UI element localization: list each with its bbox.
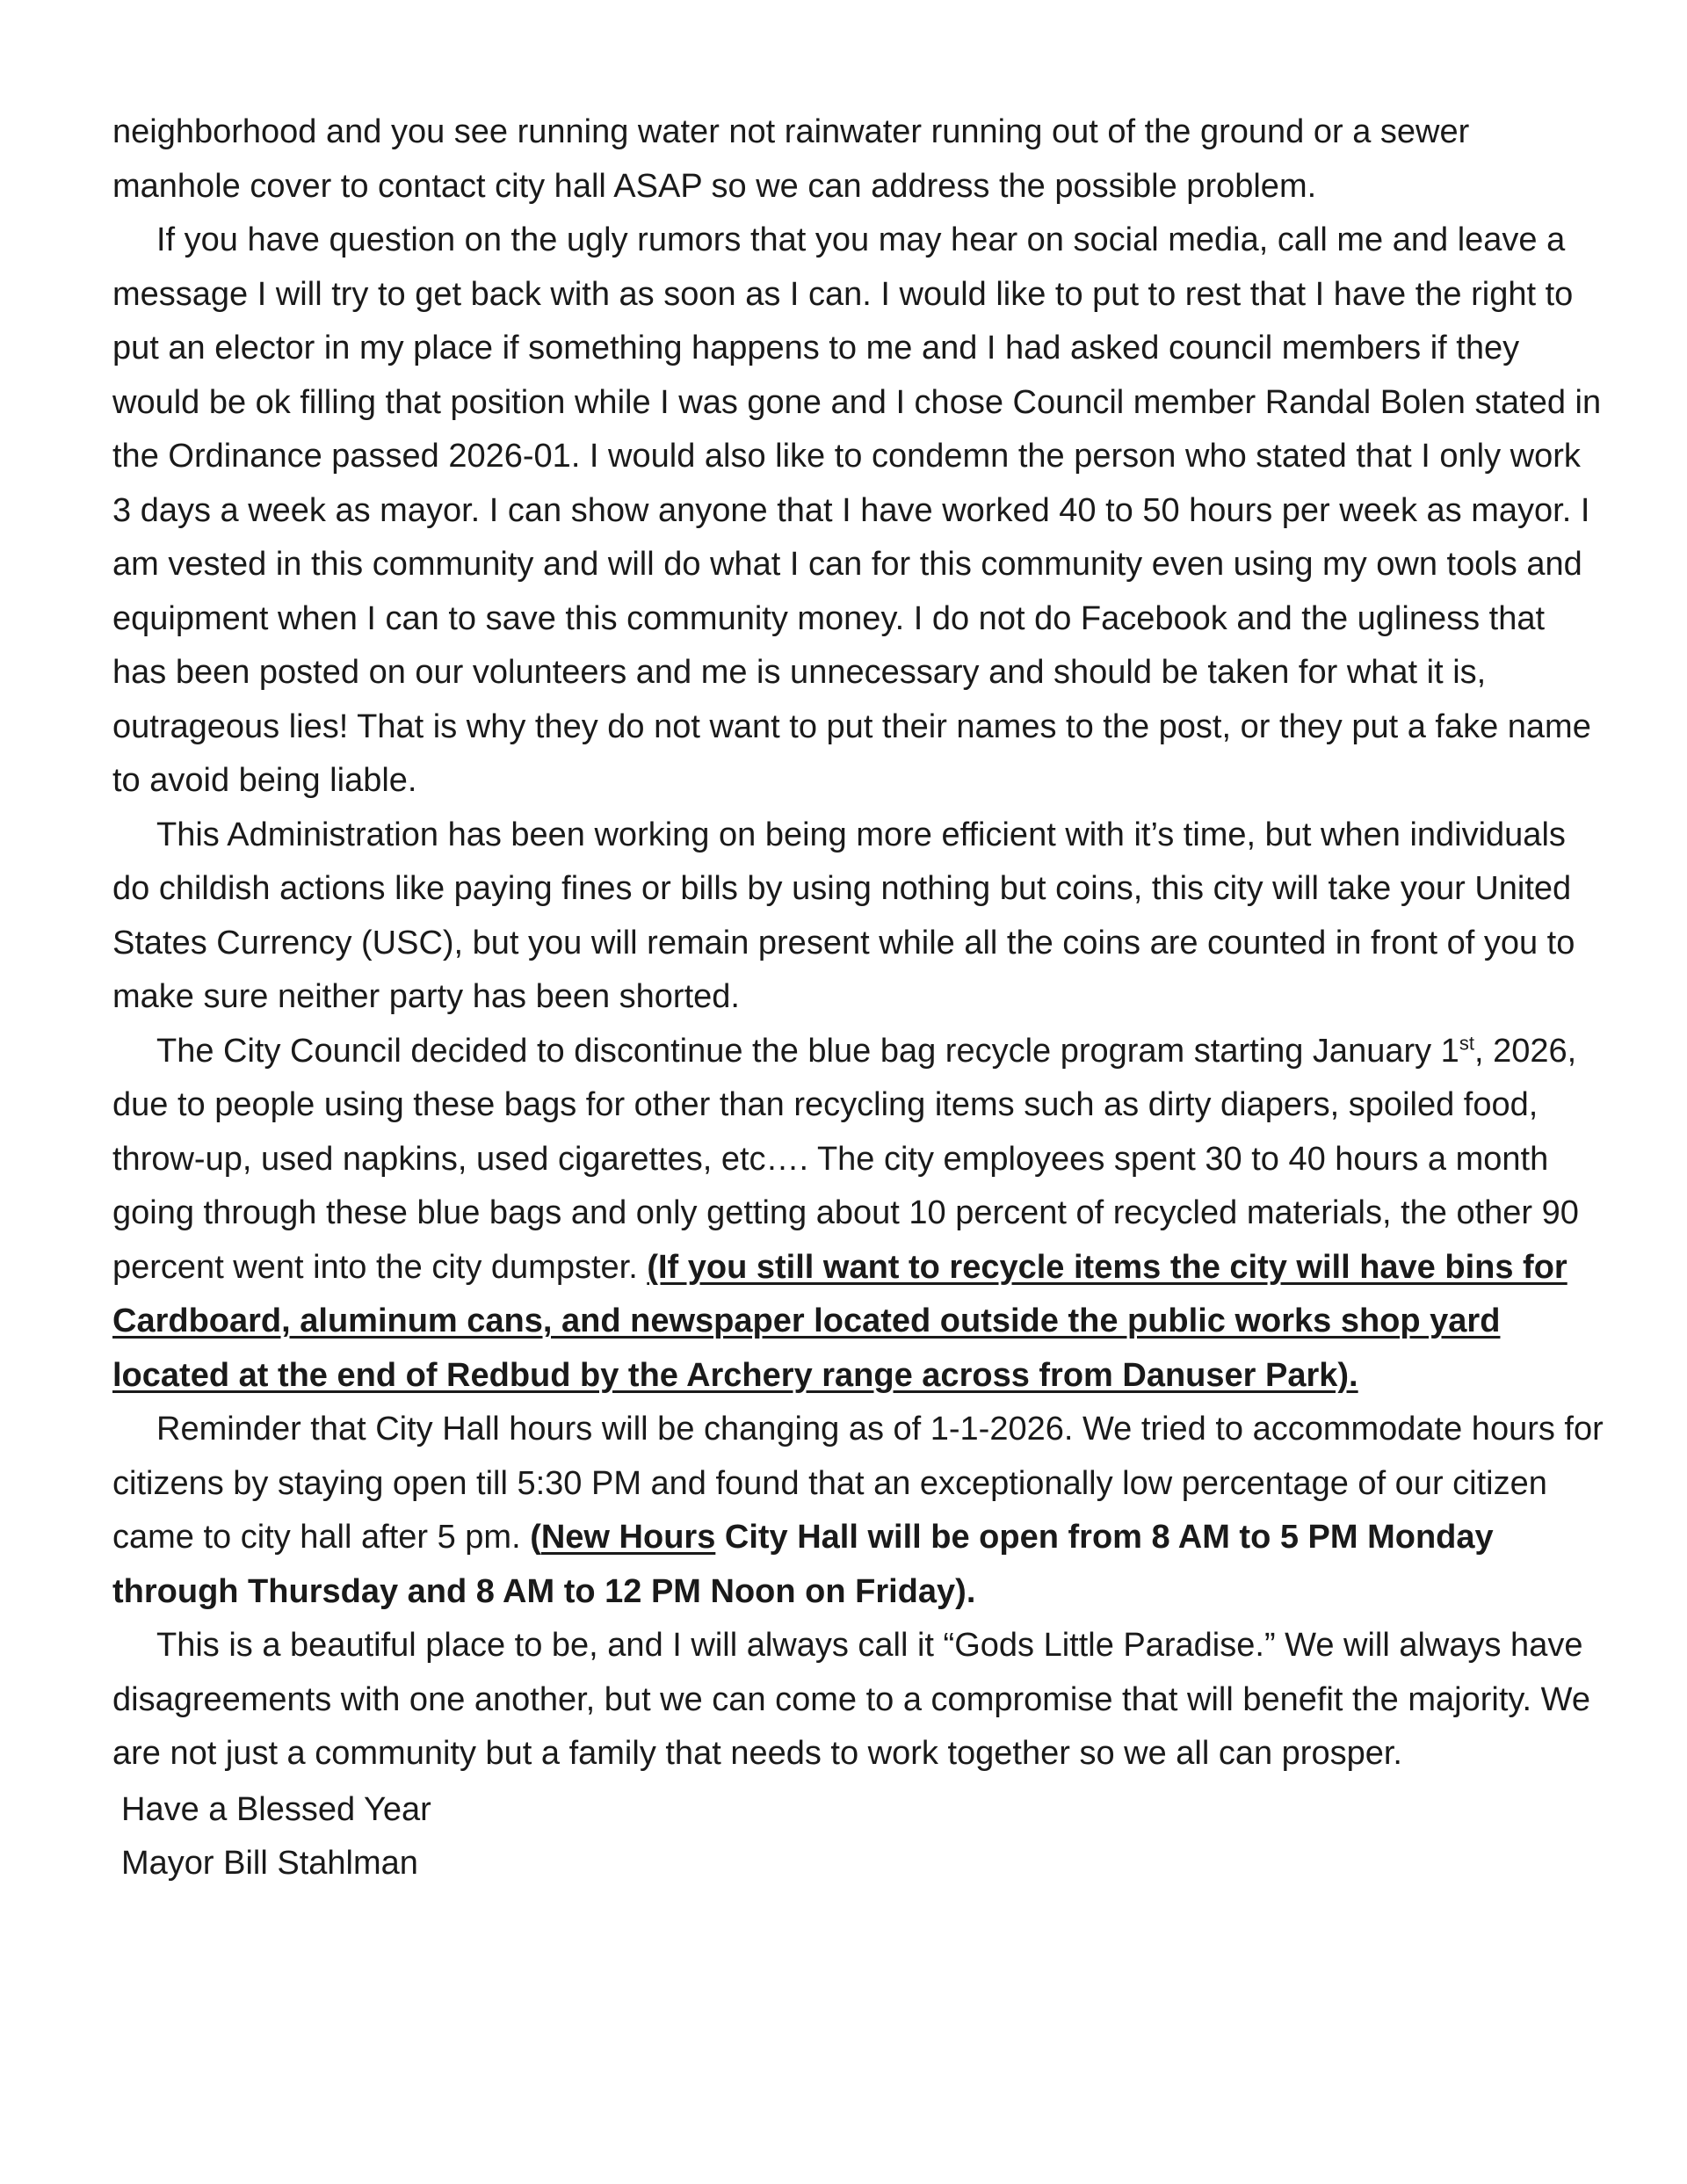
signature-name: Mayor Bill Stahlman (121, 1845, 418, 1882)
paragraph-city-hall-hours (112, 1403, 1606, 1619)
recycle-text-middle: , 2026, due to people using these bags for other than recycling items such as dirty diapers, spoiled food, throw-up, used napkins, used cigarettes, etc…. The city employees spent 30 to 40 hours a month going through these blue bags and only getting about 10 percent of recycled materials, the other 90 percent went into the city dumpster. (112, 1032, 1579, 1286)
paragraph-recycle-program (112, 1025, 1606, 1404)
hours-reminder-text: Reminder that City Hall hours will be changing as of 1-1-2026. We tried to accommodate hours for citizens by staying open till 5:30 PM and found that an exceptionally low percentage of our citizen came to city hall after 5 pm. (112, 1411, 1604, 1556)
recycle-text-start: The City Council decided to discontinue the blue bag recycle program starting January 1 (156, 1032, 1459, 1070)
new-hours-label: New Hours (540, 1519, 716, 1556)
new-hours-details: City Hall will be open from 8 AM to 5 PM Monday through Thursday and 8 AM to 12 PM Noon on Friday). (112, 1519, 1494, 1610)
paragraph-community: This is a beautiful place to be, and I will always call it “Gods Little Paradise.” We will always have disagreements with one another, but we can come to a compromise that will benefit the majority. We are not just a community but a family that needs to work together so we all can prosper. (112, 1627, 1590, 1772)
closing-greeting: Have a Blessed Year (121, 1790, 431, 1828)
paragraph-sewer-notice: neighborhood and you see running water not rainwater running out of the ground or a sewer manhole cover to contact city hall ASAP so we can address the possible problem. (112, 113, 1470, 205)
letter-page (112, 105, 1606, 1891)
recycle-bins-notice: (If you still want to recycle items the city will have bins for Cardboard, aluminum cans, and newspaper located outside the public works shop yard located at the end of Redbud by the Archery range across from Danuser Park). (112, 1248, 1568, 1394)
letter-closing (112, 1783, 1606, 1891)
paragraph-coin-payments: This Administration has been working on being more efficient with it’s time, but when individuals do childish actions like paying fines or bills by using nothing but coins, this city will take your United States Currency (USC), but you will remain present while all the coins are counted in front of you to make sure neither party has been shorted. (112, 816, 1575, 1015)
ordinal-superscript: st (1459, 1031, 1474, 1054)
hours-open-paren: ( (530, 1519, 541, 1556)
paragraph-rumors: If you have question on the ugly rumors that you may hear on social media, call me and leave a message I will try to get back with as soon as I can. I would like to put to rest that I have the right to put an elector in my place if something happens to me and I had asked council members if they would be ok filling that position while I was gone and I chose Council member Randal Bolen stated in the Ordinance passed 2026-01. I would also like to condemn the person who stated that I only work 3 days a week as mayor. I can show anyone that I have worked 40 to 50 hours per week as mayor. I am vested in this community and will do what I can for this community even using my own tools and equipment when I can to save this community money. I do not do Facebook and the ugliness that has been posted on our volunteers and me is unnecessary and should be taken for what it is, outrageous lies! That is why they do not want to put their names to the post, or they put a fake name to avoid being liable. (112, 221, 1602, 799)
